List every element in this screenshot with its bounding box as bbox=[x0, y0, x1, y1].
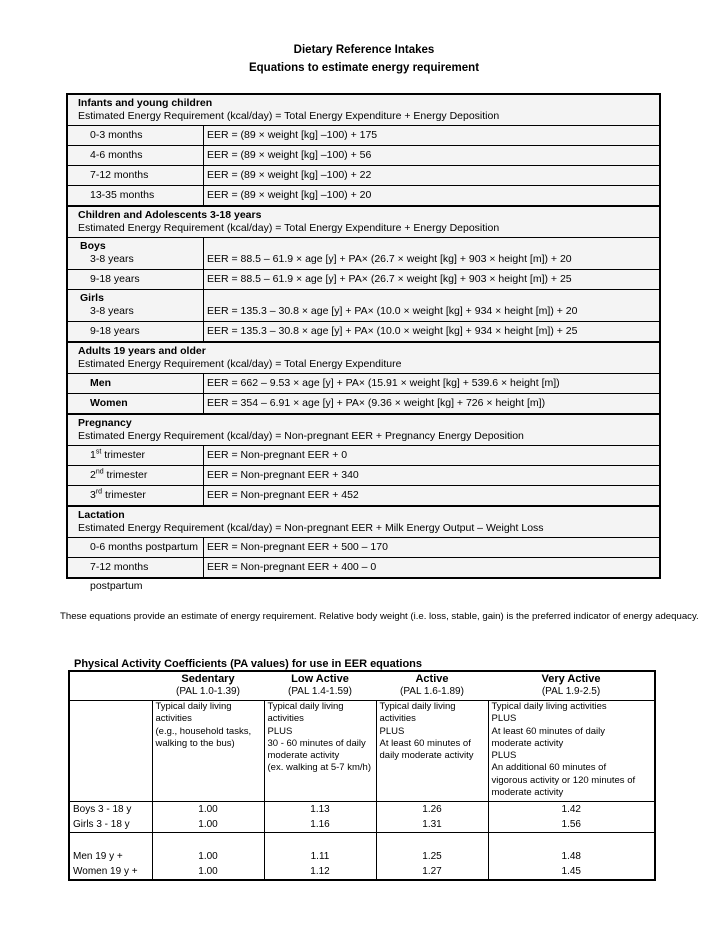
pa-value: 1.56 bbox=[488, 817, 654, 833]
pa-value: 1.12 bbox=[264, 864, 376, 879]
section-subheading: Estimated Energy Requirement (kcal/day) = Non-pregnant EER + Pregnancy Energy Deposition bbox=[78, 430, 524, 442]
table-row bbox=[70, 817, 654, 833]
row-label: Girls 3 - 18 y bbox=[73, 819, 130, 831]
section-infants bbox=[68, 95, 659, 125]
row-equation: EER = (89 × weight [kg] –100) + 175 bbox=[207, 129, 378, 141]
table-row bbox=[68, 445, 659, 465]
activity-description: Typical daily living activities PLUS At least 60 minutes of daily moderate activity PLUS An additional 60 minutes of vigorous activity or 120 minutes of moderate activity bbox=[488, 701, 654, 802]
row-label: 7-12 months postpartum bbox=[68, 558, 204, 577]
pa-value: 1.27 bbox=[376, 864, 488, 879]
pa-value: 1.00 bbox=[152, 802, 264, 818]
row-label: 4-6 months bbox=[68, 146, 204, 165]
row-label: Men 19 y + bbox=[73, 851, 123, 863]
document-title: Dietary Reference Intakes bbox=[293, 44, 435, 56]
pa-value: 1.00 bbox=[152, 817, 264, 833]
section-heading: Adults 19 years and older bbox=[78, 345, 206, 357]
row-label: Women bbox=[68, 394, 204, 413]
table-row bbox=[70, 849, 654, 864]
row-equation: EER = (89 × weight [kg] –100) + 22 bbox=[207, 169, 372, 181]
table-row bbox=[68, 321, 659, 341]
row-label: 3-8 years bbox=[90, 253, 134, 265]
table-row bbox=[68, 237, 659, 269]
activity-description: Typical daily living activities PLUS At least 60 minutes of daily moderate activity bbox=[376, 701, 488, 802]
row-label: 9-18 years bbox=[68, 322, 204, 341]
row-equation: EER = (89 × weight [kg] –100) + 20 bbox=[207, 189, 372, 201]
pa-value: 1.16 bbox=[264, 817, 376, 833]
table-row bbox=[68, 125, 659, 145]
row-equation: EER = 135.3 – 30.8 × age [y] + PA× (10.0 × weight [kg] + 934 × height [m]) + 25 bbox=[207, 325, 578, 337]
pal-range: (PAL 1.4-1.59) bbox=[288, 686, 352, 697]
row-label: 9-18 years bbox=[68, 270, 204, 289]
group-label-girls: Girls bbox=[80, 292, 104, 304]
column-header: Very Active bbox=[541, 673, 601, 685]
table-row bbox=[68, 485, 659, 505]
section-heading: Lactation bbox=[78, 509, 125, 521]
row-label: Men bbox=[68, 374, 204, 393]
table-row bbox=[68, 537, 659, 557]
section-adults bbox=[68, 341, 659, 373]
row-equation: EER = Non-pregnant EER + 500 – 170 bbox=[207, 541, 388, 553]
pa-value: 1.45 bbox=[488, 864, 654, 879]
pal-range-row bbox=[70, 686, 654, 701]
table-row bbox=[68, 165, 659, 185]
section-subheading: Estimated Energy Requirement (kcal/day) = Total Energy Expenditure + Energy Deposition bbox=[78, 110, 500, 122]
pa-value: 1.42 bbox=[488, 802, 654, 818]
pa-value: 1.00 bbox=[152, 864, 264, 879]
row-equation: EER = Non-pregnant EER + 0 bbox=[207, 449, 348, 461]
section-heading: Infants and young children bbox=[78, 97, 213, 109]
row-equation: EER = Non-pregnant EER + 452 bbox=[207, 489, 359, 501]
pal-range: (PAL 1.6-1.89) bbox=[400, 686, 464, 697]
pa-value: 1.31 bbox=[376, 817, 488, 833]
column-header: Active bbox=[415, 673, 449, 685]
row-equation: EER = 354 – 6.91 × age [y] + PA× (9.36 × weight [kg] + 726 × height [m]) bbox=[207, 397, 546, 409]
eer-equations-table bbox=[66, 93, 661, 592]
activity-description: Typical daily living activities PLUS 30 - 60 minutes of daily moderate activity (ex. walking at 5-7 km/h) bbox=[264, 701, 376, 802]
pa-table-title: Physical Activity Coefficients (PA values) for use in EER equations bbox=[74, 658, 423, 670]
table-row bbox=[68, 185, 659, 205]
document-subtitle: Equations to estimate energy requirement bbox=[248, 62, 480, 74]
section-subheading: Estimated Energy Requirement (kcal/day) = Total Energy Expenditure bbox=[78, 358, 402, 370]
row-label: 13-35 months bbox=[68, 186, 204, 205]
row-label: 2nd trimester bbox=[68, 466, 204, 485]
row-equation: EER = Non-pregnant EER + 340 bbox=[207, 469, 359, 481]
column-header-row bbox=[70, 672, 654, 686]
pa-coefficients-table bbox=[68, 670, 656, 881]
pa-value: 1.13 bbox=[264, 802, 376, 818]
section-children bbox=[68, 205, 659, 237]
section-subheading: Estimated Energy Requirement (kcal/day) = Non-pregnant EER + Milk Energy Output – Weight Loss bbox=[78, 522, 544, 534]
row-equation: EER = 135.3 – 30.8 × age [y] + PA× (10.0 × weight [kg] + 934 × height [m]) + 20 bbox=[207, 305, 578, 317]
section-lactation bbox=[68, 505, 659, 537]
row-label: 1st trimester bbox=[68, 446, 204, 465]
row-equation: EER = Non-pregnant EER + 400 – 0 bbox=[207, 561, 377, 573]
table-row bbox=[68, 557, 659, 592]
section-heading: Pregnancy bbox=[78, 417, 132, 429]
row-label: Women 19 y + bbox=[73, 866, 138, 878]
pa-value: 1.25 bbox=[376, 849, 488, 864]
table-row bbox=[68, 269, 659, 289]
column-header: Low Active bbox=[291, 673, 349, 685]
pa-value: 1.26 bbox=[376, 802, 488, 818]
table-row bbox=[68, 465, 659, 485]
row-label: 7-12 months bbox=[68, 166, 204, 185]
row-equation: EER = 88.5 – 61.9 × age [y] + PA× (26.7 × weight [kg] + 903 × height [m]) + 20 bbox=[207, 253, 572, 265]
section-subheading: Estimated Energy Requirement (kcal/day) = Total Energy Expenditure + Energy Deposition bbox=[78, 222, 500, 234]
table-row bbox=[68, 145, 659, 165]
section-heading: Children and Adolescents 3-18 years bbox=[78, 209, 262, 221]
row-equation: EER = 662 – 9.53 × age [y] + PA× (15.91 × weight [kg] + 539.6 × height [m]) bbox=[207, 377, 560, 389]
group-label-boys: Boys bbox=[80, 240, 106, 252]
column-header: Sedentary bbox=[181, 673, 235, 685]
pa-value: 1.11 bbox=[264, 849, 376, 864]
pal-range: (PAL 1.0-1.39) bbox=[176, 686, 240, 697]
section-pregnancy bbox=[68, 413, 659, 445]
row-equation: EER = 88.5 – 61.9 × age [y] + PA× (26.7 × weight [kg] + 903 × height [m]) + 25 bbox=[207, 273, 572, 285]
pa-value: 1.00 bbox=[152, 849, 264, 864]
table-row bbox=[68, 393, 659, 413]
pal-range: (PAL 1.9-2.5) bbox=[541, 686, 601, 697]
row-equation: EER = (89 × weight [kg] –100) + 56 bbox=[207, 149, 372, 161]
row-label: Boys 3 - 18 y bbox=[70, 802, 152, 818]
row-label: 0-3 months bbox=[68, 126, 204, 145]
table-row bbox=[70, 802, 654, 818]
description-row bbox=[70, 701, 654, 802]
row-label: 0-6 months postpartum bbox=[68, 538, 204, 557]
row-label: 3rd trimester bbox=[68, 486, 204, 505]
pa-value: 1.48 bbox=[488, 849, 654, 864]
footnote: These equations provide an estimate of energy requirement. Relative body weight (i.e. loss, stable, gain) is the preferred indicator of energy adequacy. bbox=[60, 611, 699, 622]
row-label: 3-8 years bbox=[90, 305, 134, 317]
table-row bbox=[70, 864, 654, 879]
activity-description: Typical daily living activities (e.g., household tasks, walking to the bus) bbox=[152, 701, 264, 802]
table-row bbox=[68, 373, 659, 393]
table-row bbox=[68, 289, 659, 321]
